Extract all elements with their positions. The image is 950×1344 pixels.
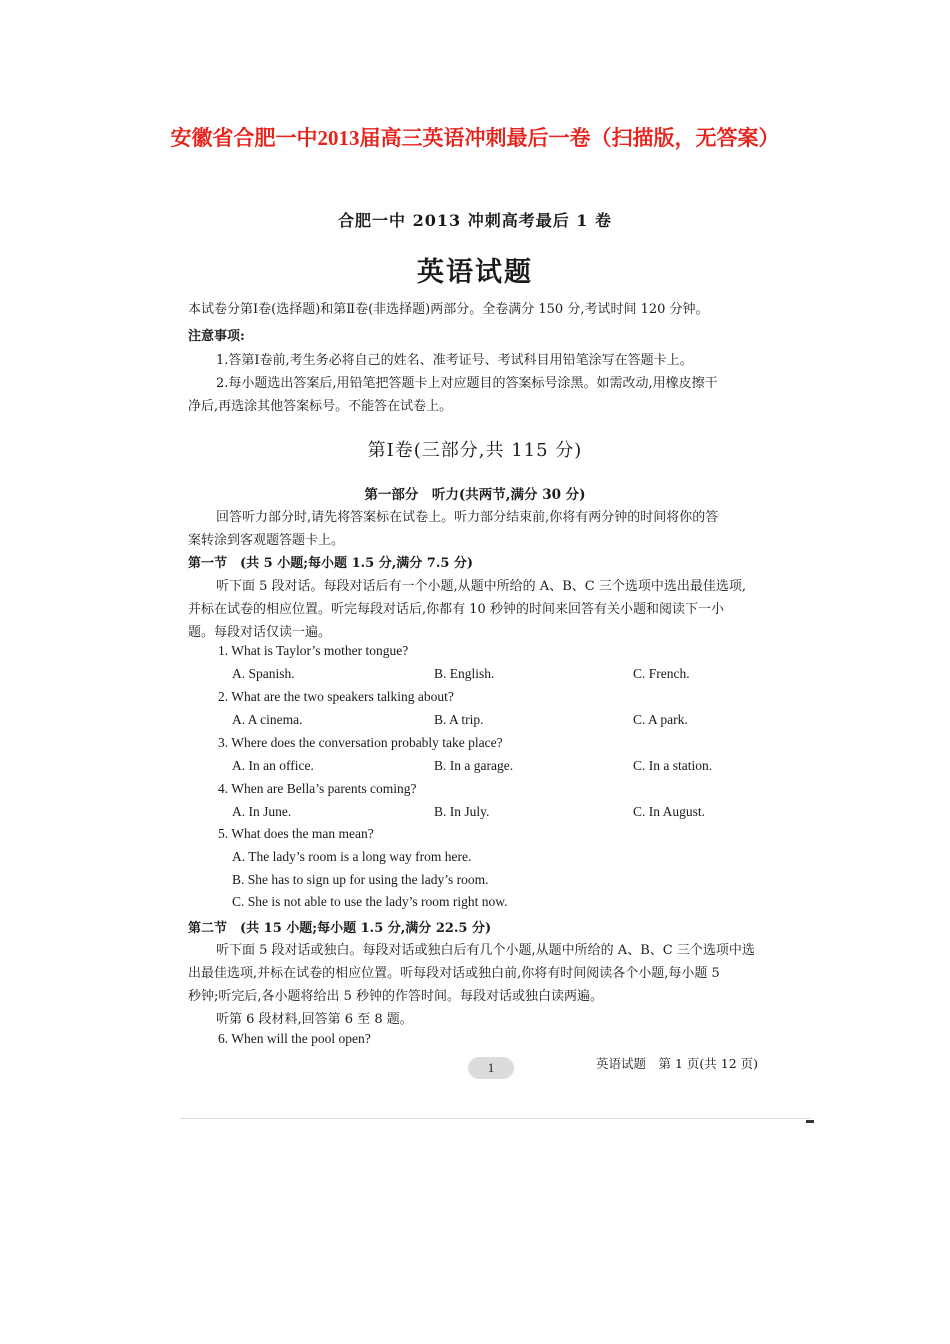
option-a: A. The lady’s room is a long way from here. <box>232 849 472 864</box>
option-a: A. Spanish. <box>232 666 295 681</box>
exam-supertitle: 合肥一中 2013 冲刺高考最后 1 卷 <box>338 211 612 230</box>
option-c: C. A park. <box>633 712 688 727</box>
option-b: B. A trip. <box>434 712 484 727</box>
exam-title: 英语试题 <box>417 257 533 288</box>
subsection-heading: 第一节 (共 5 小题;每小题 1.5 分,满分 7.5 分) <box>188 556 474 571</box>
question-text: 5. What does the man mean? <box>218 826 374 841</box>
option-b: B. In a garage. <box>434 758 514 773</box>
part-title: 第一部分 听力(共两节,满分 30 分) <box>364 487 586 503</box>
option-a: A. A cinema. <box>232 712 303 727</box>
subsection-intro-line: 出最佳选项,并标在试卷的相应位置。听每段对话或独白前,你将有时间阅读各个小题,每小题 5 <box>188 966 720 981</box>
question-text: 1. What is Taylor’s mother tongue? <box>218 643 409 658</box>
note-line: 1.答第Ⅰ卷前,考生务必将自己的姓名、准考证号、考试科目用铅笔涂写在答题卡上。 <box>216 353 693 368</box>
option-c: C. She is not able to use the lady’s room right now. <box>232 894 508 909</box>
subsection-intro-line: 听下面 5 段对话。每段对话后有一个小题,从题中所给的 A、B、C 三个选项中选出最佳选项, <box>216 579 746 594</box>
subsection-intro-line: 并标在试卷的相应位置。听完每段对话后,你都有 10 秒钟的时间来回答有关小题和阅读下一小 <box>188 602 724 617</box>
option-a: A. In June. <box>232 804 292 819</box>
option-b: B. In July. <box>434 804 490 819</box>
subsection-intro-line: 秒钟;听完后,各小题将给出 5 秒钟的作答时间。每段对话或独白读两遍。 <box>188 989 604 1004</box>
question-text: 2. What are the two speakers talking about? <box>218 689 454 704</box>
part-intro-line: 回答听力部分时,请先将答案标在试卷上。听力部分结束前,你将有两分钟的时间将你的答 <box>216 510 719 525</box>
scan-edge-line <box>180 1118 810 1119</box>
note-line: 2.每小题选出答案后,用铅笔把答题卡上对应题目的答案标号涂黑。如需改动,用橡皮擦干 <box>216 376 718 391</box>
note-line: 净后,再选涂其他答案标号。不能答在试卷上。 <box>188 399 453 414</box>
subsection-heading: 第二节 (共 15 小题;每小题 1.5 分,满分 22.5 分) <box>188 921 492 936</box>
question-text: 4. When are Bella’s parents coming? <box>218 781 417 796</box>
subsection-intro-line: 题。每段对话仅读一遍。 <box>188 625 332 640</box>
option-a: A. In an office. <box>232 758 314 773</box>
exam-intro: 本试卷分第Ⅰ卷(选择题)和第Ⅱ卷(非选择题)两部分。全卷满分 150 分,考试时间 120 分钟。 <box>188 302 709 317</box>
part-intro-line: 案转涂到客观题答题卡上。 <box>188 533 345 548</box>
option-c: C. French. <box>633 666 690 681</box>
option-c: C. In a station. <box>633 758 713 773</box>
option-b: B. She has to sign up for using the lady’s room. <box>232 872 489 887</box>
option-b: B. English. <box>434 666 495 681</box>
question-text: 6. When will the pool open? <box>218 1031 371 1046</box>
section-title: 第Ⅰ卷(三部分,共 115 分) <box>367 440 583 461</box>
option-c: C. In August. <box>633 804 706 819</box>
material-instruction: 听第 6 段材料,回答第 6 至 8 题。 <box>216 1012 413 1027</box>
subsection-intro-line: 听下面 5 段对话或独白。每段对话或独白后有几个小题,从题中所给的 A、B、C 三个选项中选 <box>216 943 755 958</box>
scan-mark <box>806 1120 814 1123</box>
question-text: 3. Where does the conversation probably take place? <box>218 735 503 750</box>
page-label: 英语试题 第 1 页(共 12 页) <box>596 1056 759 1071</box>
document-title: 安徽省合肥一中2013届高三英语冲刺最后一卷（扫描版，无答案） <box>170 126 780 150</box>
notes-heading: 注意事项: <box>188 329 245 344</box>
page-number-badge: 1 <box>468 1057 514 1079</box>
